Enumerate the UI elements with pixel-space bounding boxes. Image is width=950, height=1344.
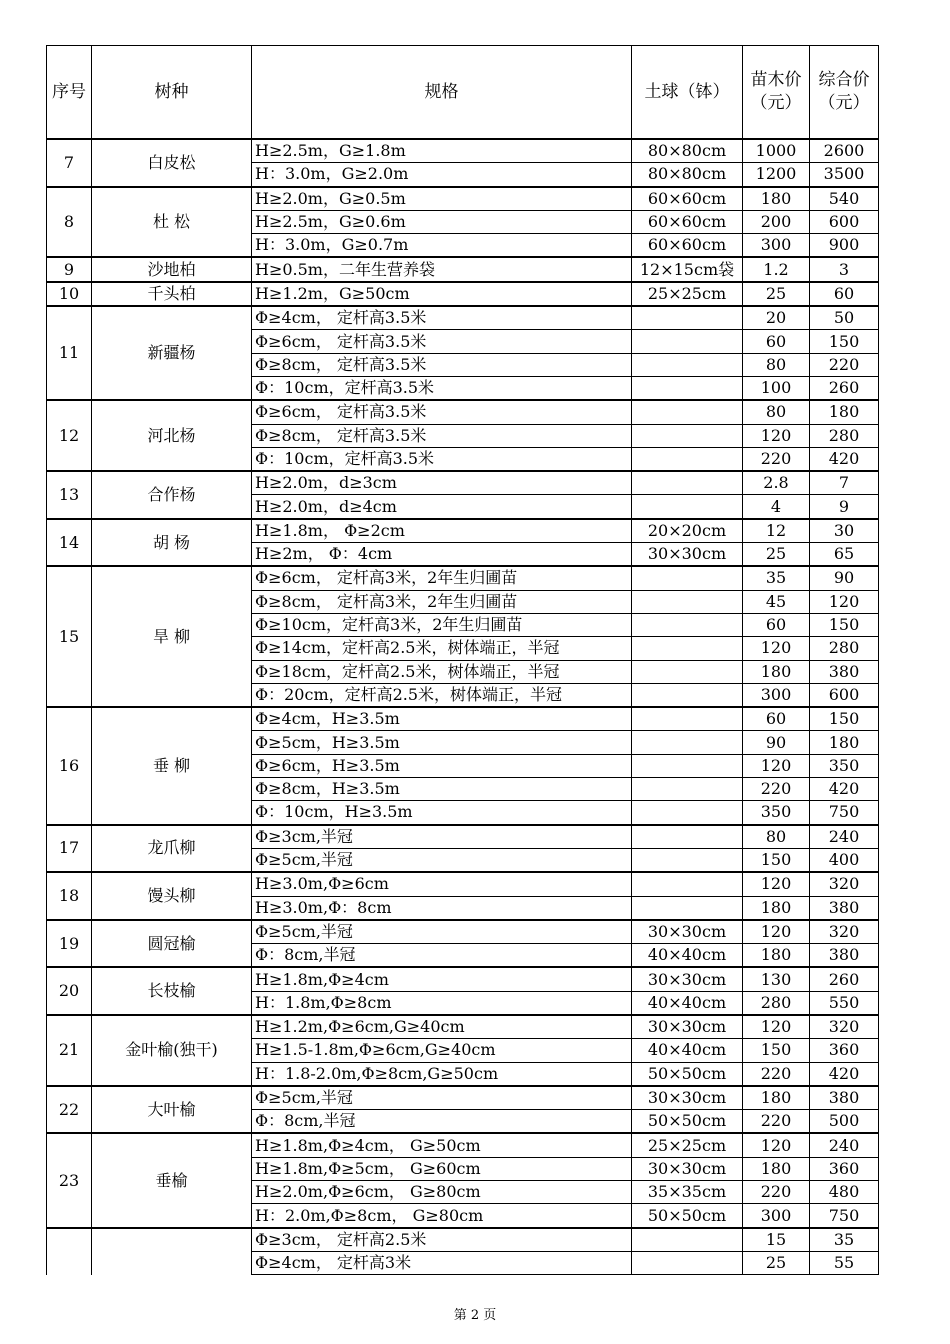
total-price-cell: 3: [810, 257, 879, 281]
rootball-cell: [632, 353, 743, 376]
total-price-cell: 180: [810, 400, 879, 424]
total-price-cell: 750: [810, 801, 879, 825]
spec-cell: Φ≥6cm，H≥3.5m: [252, 754, 632, 777]
table-row: [47, 825, 879, 849]
rootball-cell: [632, 637, 743, 660]
seedling-price-cell: 130: [743, 967, 810, 991]
seedling-price-cell: 80: [743, 400, 810, 424]
seedling-price-cell: 60: [743, 707, 810, 731]
total-price-cell: 380: [810, 660, 879, 683]
table-row: [47, 1015, 879, 1039]
spec-cell: H：3.0m，G≥0.7m: [252, 234, 632, 258]
table-row: [47, 257, 879, 281]
seedling-price-cell: 20: [743, 306, 810, 330]
spec-cell: H≥1.5-1.8m,Φ≥6cm,G≥40cm: [252, 1039, 632, 1062]
header-spec: 规格: [252, 46, 632, 140]
seedling-price-cell: 15: [743, 1228, 810, 1252]
seedling-price-cell: 25: [743, 1251, 810, 1274]
species-name: 旱 柳: [92, 566, 252, 707]
spec-cell: H≥1.8m,Φ≥4cm: [252, 967, 632, 991]
rootball-cell: [632, 872, 743, 896]
price-sheet: [46, 45, 878, 1275]
species-name: 圆冠榆: [92, 920, 252, 968]
rootball-cell: [632, 848, 743, 872]
species-name: [92, 1228, 252, 1275]
total-price-cell: 550: [810, 991, 879, 1015]
species-name: 胡 杨: [92, 519, 252, 567]
spec-cell: Φ≥6cm， 定杆高3.5米: [252, 330, 632, 353]
rootball-cell: 50×50cm: [632, 1110, 743, 1134]
header-species: 树种: [92, 46, 252, 140]
seedling-price-cell: 120: [743, 424, 810, 447]
seedling-price-cell: 4: [743, 495, 810, 519]
seedling-price-cell: 150: [743, 1039, 810, 1062]
row-number: 9: [47, 257, 92, 281]
spec-cell: Φ≥5cm,半冠: [252, 848, 632, 872]
header-seedling-price: 苗木价（元）: [743, 46, 810, 140]
spec-cell: Φ≥8cm， 定杆高3.5米: [252, 353, 632, 376]
total-price-cell: 400: [810, 848, 879, 872]
row-number: 10: [47, 282, 92, 306]
spec-cell: H≥1.2m,Φ≥6cm,G≥40cm: [252, 1015, 632, 1039]
seedling-price-cell: 180: [743, 660, 810, 683]
spec-cell: Φ：8cm,半冠: [252, 944, 632, 968]
rootball-cell: [632, 613, 743, 636]
total-price-cell: 360: [810, 1157, 879, 1180]
rootball-cell: 40×40cm: [632, 991, 743, 1015]
seedling-price-cell: 180: [743, 187, 810, 211]
total-price-cell: 220: [810, 353, 879, 376]
table-row: [47, 872, 879, 896]
rootball-cell: [632, 447, 743, 471]
total-price-cell: 750: [810, 1204, 879, 1228]
total-price-cell: 240: [810, 825, 879, 849]
rootball-cell: 30×30cm: [632, 543, 743, 567]
row-number: 11: [47, 306, 92, 400]
rootball-cell: [632, 376, 743, 400]
row-number: 13: [47, 471, 92, 519]
spec-cell: H≥2.5m，G≥1.8m: [252, 139, 632, 163]
total-price-cell: 150: [810, 613, 879, 636]
header-total-price: 综合价（元）: [810, 46, 879, 140]
spec-cell: Φ≥6cm， 定杆高3米，2年生归圃苗: [252, 566, 632, 590]
seedling-price-cell: 150: [743, 848, 810, 872]
spec-cell: H≥3.0m,Φ≥6cm: [252, 872, 632, 896]
seedling-price-cell: 300: [743, 234, 810, 258]
spec-cell: Φ≥4cm， 定杆高3米: [252, 1251, 632, 1274]
total-price-cell: 150: [810, 707, 879, 731]
spec-cell: H：2.0m,Φ≥8cm， G≥80cm: [252, 1204, 632, 1228]
total-price-cell: 260: [810, 967, 879, 991]
rootball-cell: 30×30cm: [632, 967, 743, 991]
rootball-cell: 60×60cm: [632, 210, 743, 233]
total-price-cell: 9: [810, 495, 879, 519]
rootball-cell: 40×40cm: [632, 1039, 743, 1062]
total-price-cell: 420: [810, 778, 879, 801]
rootball-cell: 60×60cm: [632, 187, 743, 211]
rootball-cell: 30×30cm: [632, 1015, 743, 1039]
spec-cell: H：1.8m,Φ≥8cm: [252, 991, 632, 1015]
rootball-cell: 12×15cm袋: [632, 257, 743, 281]
rootball-cell: [632, 660, 743, 683]
seedling-price-cell: 45: [743, 590, 810, 613]
table-row: [47, 282, 879, 306]
row-number: 23: [47, 1133, 92, 1227]
spec-cell: H≥1.8m,Φ≥5cm， G≥60cm: [252, 1157, 632, 1180]
seedling-price-cell: 180: [743, 944, 810, 968]
total-price-cell: 350: [810, 754, 879, 777]
rootball-cell: [632, 306, 743, 330]
seedling-price-cell: 12: [743, 519, 810, 543]
total-price-cell: 320: [810, 872, 879, 896]
total-price-cell: 3500: [810, 163, 879, 187]
seedling-price-cell: 1200: [743, 163, 810, 187]
table-row: [47, 187, 879, 211]
rootball-cell: [632, 683, 743, 707]
seedling-price-cell: 220: [743, 1181, 810, 1204]
seedling-price-cell: 220: [743, 1110, 810, 1134]
total-price-cell: 35: [810, 1228, 879, 1252]
seedling-price-cell: 100: [743, 376, 810, 400]
seedling-price-cell: 350: [743, 801, 810, 825]
spec-cell: H≥1.8m,Φ≥4cm， G≥50cm: [252, 1133, 632, 1157]
header-no: 序号: [47, 46, 92, 140]
rootball-cell: [632, 778, 743, 801]
row-number: 16: [47, 707, 92, 824]
seedling-price-cell: 280: [743, 991, 810, 1015]
species-name: 馒头柳: [92, 872, 252, 920]
rootball-cell: [632, 471, 743, 495]
rootball-cell: [632, 400, 743, 424]
row-number: 17: [47, 825, 92, 873]
rootball-cell: 30×30cm: [632, 920, 743, 944]
total-price-cell: 320: [810, 920, 879, 944]
total-price-cell: 600: [810, 210, 879, 233]
seedling-price-cell: 80: [743, 353, 810, 376]
seedling-price-cell: 120: [743, 920, 810, 944]
seedling-price-cell: 35: [743, 566, 810, 590]
total-price-cell: 380: [810, 944, 879, 968]
total-price-cell: 120: [810, 590, 879, 613]
seedling-price-cell: 1000: [743, 139, 810, 163]
spec-cell: H≥2.0m，d≥3cm: [252, 471, 632, 495]
spec-cell: H≥2.0m，d≥4cm: [252, 495, 632, 519]
row-number: 20: [47, 967, 92, 1015]
table-row: [47, 519, 879, 543]
rootball-cell: [632, 424, 743, 447]
seedling-price-cell: 220: [743, 1062, 810, 1086]
rootball-cell: 80×80cm: [632, 163, 743, 187]
species-name: 垂 柳: [92, 707, 252, 824]
total-price-cell: 55: [810, 1251, 879, 1274]
total-price-cell: 180: [810, 731, 879, 754]
rootball-cell: [632, 825, 743, 849]
spec-cell: H≥3.0m,Φ：8cm: [252, 896, 632, 920]
row-number: 19: [47, 920, 92, 968]
species-name: 合作杨: [92, 471, 252, 519]
seedling-price-cell: 120: [743, 1133, 810, 1157]
rootball-cell: [632, 801, 743, 825]
spec-cell: H≥1.2m，G≥50cm: [252, 282, 632, 306]
rootball-cell: 20×20cm: [632, 519, 743, 543]
row-number: 18: [47, 872, 92, 920]
rootball-cell: [632, 754, 743, 777]
species-name: 大叶榆: [92, 1086, 252, 1134]
row-number: [47, 1228, 92, 1275]
rootball-cell: [632, 495, 743, 519]
seedling-price-cell: 120: [743, 872, 810, 896]
rootball-cell: 35×35cm: [632, 1181, 743, 1204]
spec-cell: Φ≥5cm,半冠: [252, 1086, 632, 1110]
species-name: 新疆杨: [92, 306, 252, 400]
spec-cell: Φ≥8cm，H≥3.5m: [252, 778, 632, 801]
total-price-cell: 500: [810, 1110, 879, 1134]
rootball-cell: 30×30cm: [632, 1086, 743, 1110]
seedling-price-cell: 1.2: [743, 257, 810, 281]
rootball-cell: 60×60cm: [632, 234, 743, 258]
seedling-price-cell: 25: [743, 282, 810, 306]
total-price-cell: 7: [810, 471, 879, 495]
spec-cell: H≥2.5m，G≥0.6m: [252, 210, 632, 233]
total-price-cell: 420: [810, 447, 879, 471]
seedling-price-cell: 180: [743, 896, 810, 920]
row-number: 12: [47, 400, 92, 471]
species-name: 千头柏: [92, 282, 252, 306]
spec-cell: Φ≥4cm， 定杆高3.5米: [252, 306, 632, 330]
spec-cell: Φ≥4cm，H≥3.5m: [252, 707, 632, 731]
row-number: 7: [47, 139, 92, 187]
spec-cell: H≥1.8m， Φ≥2cm: [252, 519, 632, 543]
spec-cell: Φ≥8cm， 定杆高3米，2年生归圃苗: [252, 590, 632, 613]
page-footer: 第 2 页: [453, 1308, 497, 1323]
rootball-cell: 25×25cm: [632, 282, 743, 306]
total-price-cell: 540: [810, 187, 879, 211]
seedling-price-cell: 25: [743, 543, 810, 567]
table-row: [47, 139, 879, 163]
species-name: 垂榆: [92, 1133, 252, 1227]
total-price-cell: 2600: [810, 139, 879, 163]
total-price-cell: 50: [810, 306, 879, 330]
total-price-cell: 90: [810, 566, 879, 590]
seedling-price-cell: 120: [743, 637, 810, 660]
table-row: [47, 400, 879, 424]
rootball-cell: [632, 1251, 743, 1274]
seedling-price-cell: 120: [743, 754, 810, 777]
header-row: [47, 46, 879, 140]
spec-cell: Φ：10cm，定杆高3.5米: [252, 376, 632, 400]
rootball-cell: [632, 1228, 743, 1252]
spec-cell: Φ≥18cm，定杆高2.5米，树体端正，半冠: [252, 660, 632, 683]
total-price-cell: 280: [810, 637, 879, 660]
rootball-cell: [632, 590, 743, 613]
species-name: 沙地柏: [92, 257, 252, 281]
table-row: [47, 566, 879, 590]
table-row: [47, 471, 879, 495]
header-rootball: 土球（钵）: [632, 46, 743, 140]
spec-cell: H≥0.5m，二年生营养袋: [252, 257, 632, 281]
rootball-cell: 50×50cm: [632, 1204, 743, 1228]
row-number: 21: [47, 1015, 92, 1086]
seedling-price-cell: 120: [743, 1015, 810, 1039]
seedling-price-cell: 220: [743, 447, 810, 471]
table-row: [47, 707, 879, 731]
species-name: 白皮松: [92, 139, 252, 187]
total-price-cell: 60: [810, 282, 879, 306]
spec-cell: Φ≥14cm，定杆高2.5米，树体端正，半冠: [252, 637, 632, 660]
species-name: 龙爪柳: [92, 825, 252, 873]
seedling-price-cell: 300: [743, 683, 810, 707]
rootball-cell: [632, 566, 743, 590]
rootball-cell: [632, 330, 743, 353]
seedling-price-cell: 90: [743, 731, 810, 754]
spec-cell: Φ：20cm，定杆高2.5米，树体端正，半冠: [252, 683, 632, 707]
total-price-cell: 240: [810, 1133, 879, 1157]
spec-cell: Φ≥5cm,半冠: [252, 920, 632, 944]
total-price-cell: 380: [810, 896, 879, 920]
row-number: 8: [47, 187, 92, 258]
rootball-cell: 25×25cm: [632, 1133, 743, 1157]
species-name: 金叶榆(独干): [92, 1015, 252, 1086]
total-price-cell: 900: [810, 234, 879, 258]
table-row: [47, 1228, 879, 1252]
spec-cell: Φ：10cm，H≥3.5m: [252, 801, 632, 825]
row-number: 14: [47, 519, 92, 567]
total-price-cell: 420: [810, 1062, 879, 1086]
seedling-price-cell: 220: [743, 778, 810, 801]
rootball-cell: [632, 707, 743, 731]
rootball-cell: [632, 896, 743, 920]
species-name: 长枝榆: [92, 967, 252, 1015]
total-price-cell: 280: [810, 424, 879, 447]
spec-cell: Φ≥6cm， 定杆高3.5米: [252, 400, 632, 424]
spec-cell: H≥2m， Φ：4cm: [252, 543, 632, 567]
rootball-cell: 40×40cm: [632, 944, 743, 968]
spec-cell: Φ≥5cm，H≥3.5m: [252, 731, 632, 754]
total-price-cell: 65: [810, 543, 879, 567]
total-price-cell: 150: [810, 330, 879, 353]
seedling-price-cell: 300: [743, 1204, 810, 1228]
seedling-price-cell: 60: [743, 330, 810, 353]
total-price-cell: 600: [810, 683, 879, 707]
spec-cell: Φ≥8cm， 定杆高3.5米: [252, 424, 632, 447]
rootball-cell: 50×50cm: [632, 1062, 743, 1086]
spec-cell: Φ：10cm，定杆高3.5米: [252, 447, 632, 471]
total-price-cell: 30: [810, 519, 879, 543]
table-row: [47, 1086, 879, 1110]
seedling-price-cell: 2.8: [743, 471, 810, 495]
spec-cell: Φ≥3cm,半冠: [252, 825, 632, 849]
seedling-price-cell: 200: [743, 210, 810, 233]
species-name: 杜 松: [92, 187, 252, 258]
spec-cell: Φ≥10cm，定杆高3米，2年生归圃苗: [252, 613, 632, 636]
rootball-cell: [632, 731, 743, 754]
total-price-cell: 480: [810, 1181, 879, 1204]
spec-cell: H≥2.0m，G≥0.5m: [252, 187, 632, 211]
total-price-cell: 320: [810, 1015, 879, 1039]
table-row: [47, 306, 879, 330]
seedling-price-cell: 80: [743, 825, 810, 849]
seedling-price-cell: 180: [743, 1086, 810, 1110]
rootball-cell: 30×30cm: [632, 1157, 743, 1180]
spec-cell: H：3.0m，G≥2.0m: [252, 163, 632, 187]
total-price-cell: 260: [810, 376, 879, 400]
species-name: 河北杨: [92, 400, 252, 471]
rootball-cell: 80×80cm: [632, 139, 743, 163]
total-price-cell: 360: [810, 1039, 879, 1062]
table-row: [47, 967, 879, 991]
spec-cell: H：1.8-2.0m,Φ≥8cm,G≥50cm: [252, 1062, 632, 1086]
total-price-cell: 380: [810, 1086, 879, 1110]
table-row: [47, 1133, 879, 1157]
seedling-price-cell: 180: [743, 1157, 810, 1180]
spec-cell: Φ≥3cm， 定杆高2.5米: [252, 1228, 632, 1252]
spec-cell: Φ：8cm,半冠: [252, 1110, 632, 1134]
price-table: [46, 45, 879, 1275]
row-number: 22: [47, 1086, 92, 1134]
row-number: 15: [47, 566, 92, 707]
spec-cell: H≥2.0m,Φ≥6cm， G≥80cm: [252, 1181, 632, 1204]
table-row: [47, 920, 879, 944]
seedling-price-cell: 60: [743, 613, 810, 636]
